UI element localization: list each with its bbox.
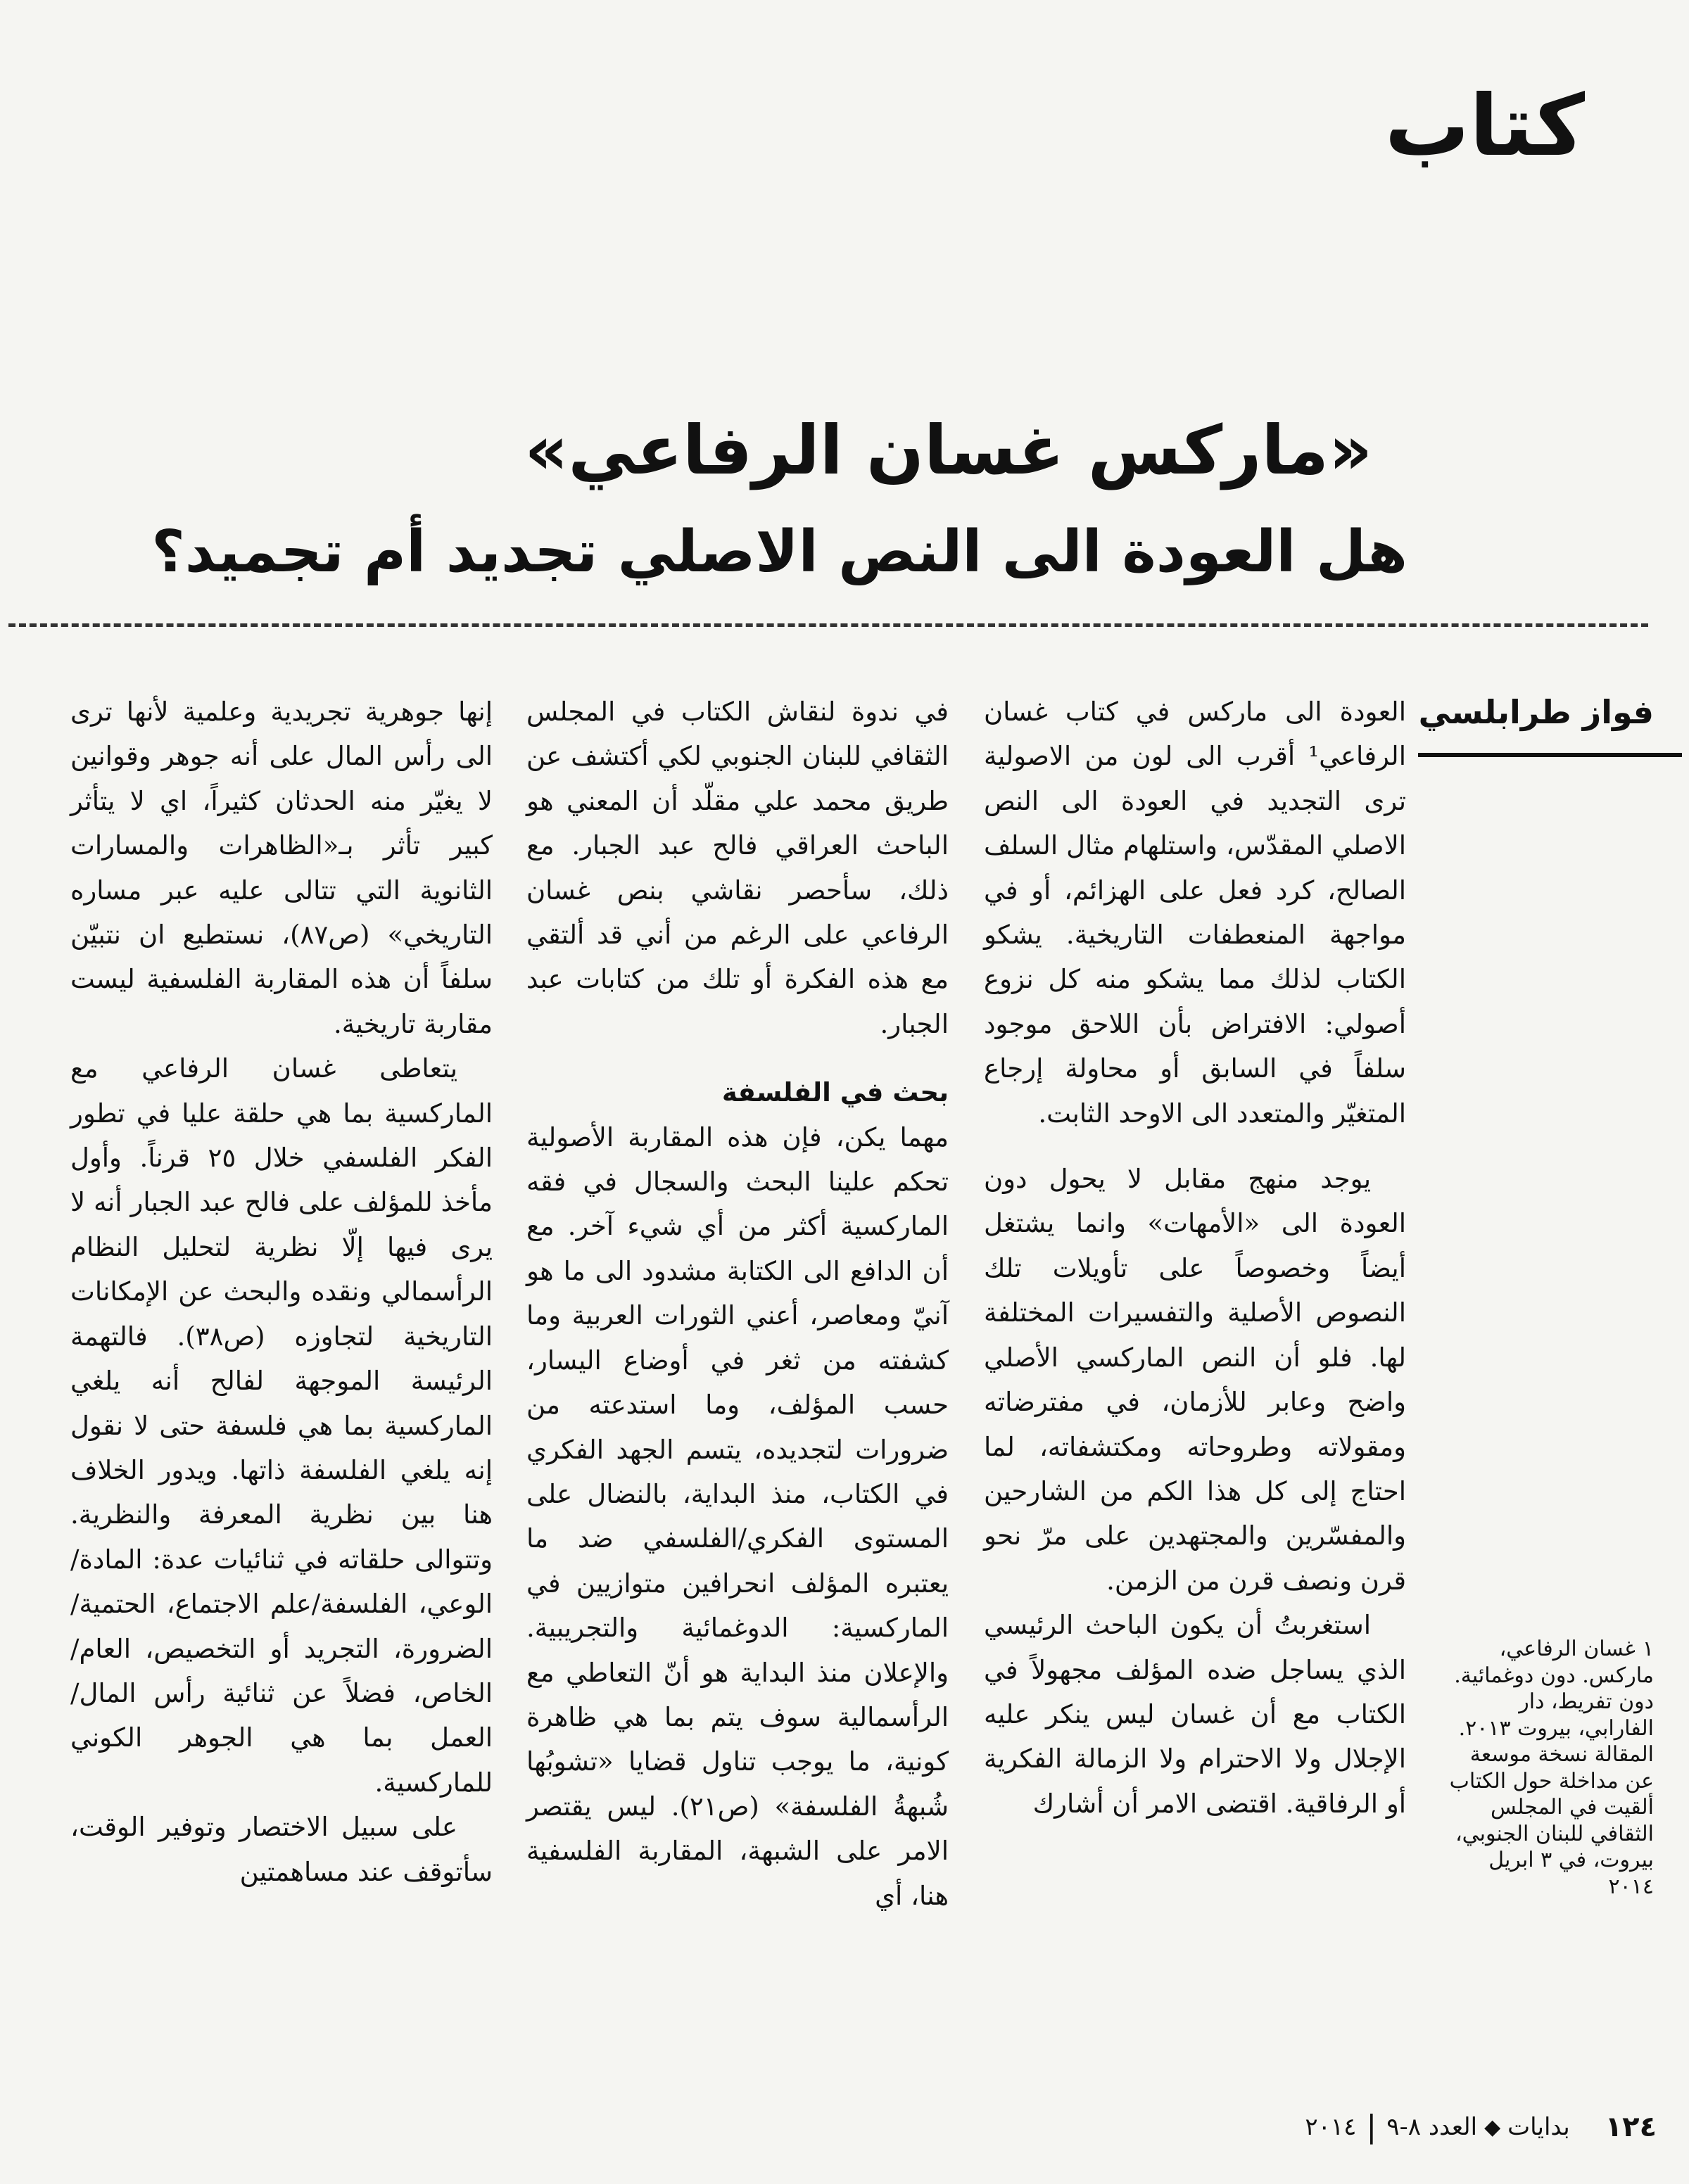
footnote: [1443, 1636, 1654, 1900]
page-number: ١٢٤: [1605, 2111, 1657, 2143]
article-title: «ماركس غسان الرفاعي»: [524, 411, 1372, 490]
journal-name: بدايات: [1507, 2113, 1570, 2141]
paragraph: استغربتُ أن يكون الباحث الرئيسي الذي يساجل ضده المؤلف مجهولاً في الكتاب مع أن غسان ليس ينكر عليه الإجلال ولا الاحترام ولا الزمالة الفكرية أو الرفاقية. اقتضى الامر أن أشارك: [984, 1610, 1406, 1819]
section-heading: بحث في الفلسفة: [721, 1077, 949, 1108]
paragraph: يتعاطى غسان الرفاعي مع الماركسية بما هي حلقة عليا في تطور الفكر الفلسفي خلال ٢٥ قرناً. وأول مأخذ للمؤلف على فالح عبد الجبار أنه لا يرى فيها إلّا نظرية لتحليل النظام الرأسمالي ونقده والبحث عن الإمكانات التاريخية لتجاوزه (ص٣٨). فالتهمة الرئيسة الموجهة لفالح أنه يلغي الماركسية بما هي فلسفة حتى لا نقول إنه يلغي الفلسفة ذاتها. ويدور الخلاف هنا بين نظرية المعرفة والنظرية. وتتوالى حلقاته في ثنائيات عدة: المادة/الوعي، الفلسفة/علم الاجتماع، الحتمية/الضرورة، التجريد أو التخصيص، العام/الخاص، فضلاً عن ثنائية رأس المال/العمل بما هي الجوهر الكوني للماركسية.: [70, 1053, 493, 1798]
author-divider: [1418, 753, 1682, 757]
issue-number: العدد ٨-٩: [1386, 2113, 1478, 2141]
footnote-number: ١: [1642, 1637, 1654, 1661]
paragraph: مهما يكن، فإن هذه المقاربة الأصولية تحكم علينا البحث والسجال في فقه الماركسية أكثر من أي شيء آخر. مع أن الدافع الى الكتابة مشدود الى ما هو آنيّ ومعاصر، أعني الثورات العربية وما كشفته من ثغر في أوضاع اليسار، حسب المؤلف، وما استدعته من ضرورات لتجديده، يتسم الجهد الفكري في الكتاب، منذ البداية، بالنضال على المستوى الفكري/الفلسفي ضد ما يعتبره المؤلف انحرافين متوازيين في الماركسية: الدوغمائية والتجريبية. والإعلان منذ البداية هو أنّ التعاطي مع الرأسمالية سوف يتم بما هي ظاهرة كونية، ما يوجب تناول قضايا «تشوبُها شُبهةُ الفلسفة» (ص٢١). ليس يقتصر الامر على الشبهة، المقاربة الفلسفية هنا، أي: [526, 1122, 949, 1911]
paragraph: العودة الى ماركس في كتاب غسان الرفاعي¹ أقرب الى لون من الاصولية ترى التجديد في العودة الى النص الاصلي المقدّس، واستلهام مثال السلف الصالح، كرد فعل على الهزائم، أو في مواجهة المنعطفات التاريخية. يشكو الكتاب لذلك مما يشكو منه كل نزوع أصولي: الافتراض بأن اللاحق موجود سلفاً في السابق أو محاولة إرجاع المتغيّر والمتعدد الى الاوحد الثابت.: [984, 697, 1406, 1129]
issue-year: ٢٠١٤: [1305, 2113, 1357, 2141]
paragraph: في ندوة لنقاش الكتاب في المجلس الثقافي للبنان الجنوبي لكي أكتشف عن طريق محمد علي مقلّد أن المعني هو الباحث العراقي فالح عبد الجبار. مع ذلك، سأحصر نقاشي بنص غسان الرفاعي على الرغم من أني قد ألتقي مع هذه الفكرة أو تلك من كتابات عبد الجبار.: [526, 697, 949, 1039]
footnote-text: غسان الرفاعي، ماركس. دون دوغمائية. دون تفريط، دار الفارابي، بيروت ٢٠١٣. المقالة نسخة موسعة عن مداخلة حول الكتاب ألقيت في المجلس الثقافي للبنان الجنوبي، بيروت، في ٣ ابريل ٢٠١٤: [1449, 1637, 1654, 1899]
paragraph: يوجد منهج مقابل لا يحول دون العودة الى «الأمهات» وانما يشتغل أيضاً وخصوصاً على تأويلات تلك النصوص الأصلية والتفسيرات المختلفة لها. فلو أن النص الماركسي الأصلي واضح وعابر للأزمان، في مفترضاته ومقولاته وطروحاته ومكتشفاته، لما احتاج إلى كل هذا الكم من الشارحين والمفسّرين والمجتهدين على مرّ نحو قرن ونصف قرن من الزمن.: [984, 1164, 1406, 1596]
title-divider: [8, 623, 1648, 627]
author-name: فواز طرابلسي: [1418, 693, 1654, 731]
text-column-2: [526, 690, 949, 1918]
paragraph: إنها جوهرية تجريدية وعلمية لأنها ترى الى رأس المال على أنه جوهر وقوانين لا يغيّر منه الحدثان كثيراً، اي لا يتأثر كبير تأثر بـ«الظاهرات والمسارات الثانوية التي تتالى عليه عبر مساره التاريخي» (ص٨٧)، نستطيع ان نتبيّن سلفاً أن هذه المقاربة الفلسفية ليست مقاربة تاريخية.: [70, 697, 493, 1039]
paragraph: على سبيل الاختصار وتوفير الوقت، سأتوقف عند مساهمتين: [70, 1812, 493, 1887]
article-subtitle: هل العودة الى النص الاصلي تجديد أم تجميد؟: [151, 519, 1408, 585]
footer-separator: |: [1366, 2109, 1377, 2145]
diamond-icon: ◆: [1484, 2114, 1501, 2140]
text-column-1: [984, 690, 1406, 1826]
page-footer: [953, 2111, 1657, 2143]
text-column-3: [70, 690, 493, 1894]
section-label: كتاب: [1384, 77, 1585, 175]
